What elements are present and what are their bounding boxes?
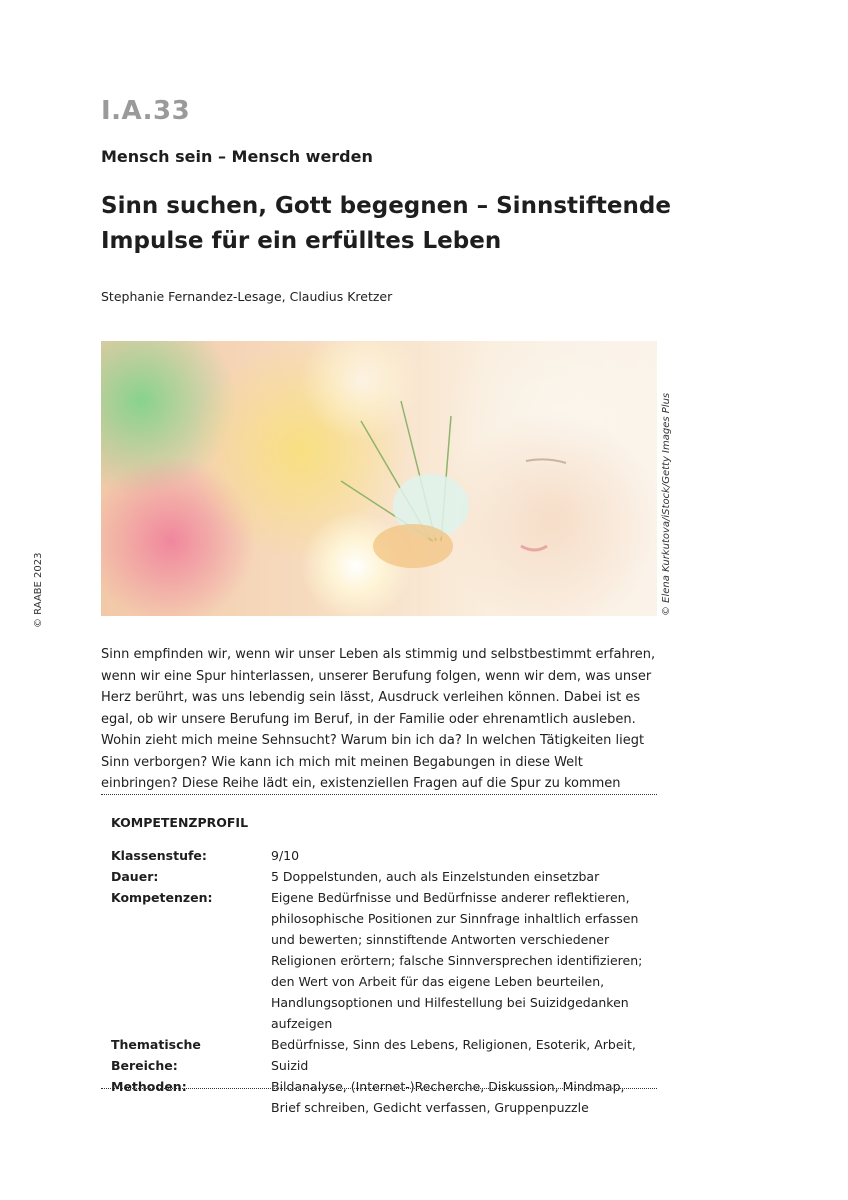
profile-label: Kompetenzen: xyxy=(111,890,213,905)
profile-row-duration xyxy=(111,866,657,887)
profile-heading: KOMPETENZPROFIL xyxy=(111,815,249,830)
profile-value: Bedürfnisse, Sinn des Lebens, Religionen, Esoterik, Arbeit, Suizid xyxy=(271,1037,636,1073)
authors: Stephanie Fernandez-Lesage, Claudius Kretzer xyxy=(101,289,393,304)
profile-row-topics xyxy=(111,1034,657,1076)
profile-value: Bildanalyse, (Internet-)Recherche, Diskussion, Mindmap, Brief schreiben, Gedicht verfassen, Gruppenpuzzle xyxy=(271,1079,625,1115)
profile-label: Thematische Bereiche: xyxy=(111,1037,201,1073)
page-title xyxy=(101,189,721,259)
title-line-1: Sinn suchen, Gott begegnen – Sinnstiftende xyxy=(101,193,671,219)
hero-image xyxy=(101,341,657,616)
competence-profile xyxy=(111,815,657,1118)
profile-label: Klassenstufe: xyxy=(111,848,207,863)
profile-row-grade xyxy=(111,845,657,866)
image-credit: © Elena Kurkutova/iStock/Getty Images Plus xyxy=(661,392,672,616)
profile-row-competences xyxy=(111,887,657,1034)
profile-value: 5 Doppelstunden, auch als Einzelstunden einsetzbar xyxy=(271,869,600,884)
girl-smelling-flowers-illustration xyxy=(101,341,657,616)
profile-value: 9/10 xyxy=(271,848,300,863)
intro-text: Sinn empfinden wir, wenn wir unser Leben als stimmig und selbstbestimmt erfahren, wenn wir eine Spur hinterlassen, unserer Berufung folgen, wenn wir dem, was unser Herz berührt, was uns lebendig sein lässt, Ausdruck verleihen können. Dabei ist es egal, ob wir unsere Berufung im Beruf, in der Familie oder ehrenamtlich ausleben. Wohin zieht mich meine Sehnsucht? Warum bin ich da? In welchen Tätigkeiten liegt Sinn verborgen? Wie kann ich mich mit meinen Begabungen in diese Welt einbringen? Diese Reihe lädt ein, existenziellen Fragen auf die Spur zu kommen xyxy=(101,647,656,791)
profile-label: Dauer: xyxy=(111,869,159,884)
profile-row-methods xyxy=(111,1076,657,1118)
profile-label: Methoden: xyxy=(111,1079,187,1094)
profile-value: Eigene Bedürfnisse und Bedürfnisse anderer reflektieren, philosophische Positionen zur Sinnfrage inhaltlich erfassen und bewerten; sinnstiftende Antworten verschiedener Religionen erörtern; falsche Sinnversprechen identifizieren; den Wert von Arbeit für das eigene Leben beurteilen, Handlungsoptionen und Hilfestellung bei Suizidgedanken aufzeigen xyxy=(271,890,643,1031)
series-title: Mensch sein – Mensch werden xyxy=(101,147,373,166)
divider-bottom xyxy=(101,1088,657,1089)
title-line-2: Impulse für ein erfülltes Leben xyxy=(101,228,502,254)
divider-top xyxy=(101,794,657,795)
copyright: © RAABE 2023 xyxy=(33,552,44,628)
unit-code: I.A.33 xyxy=(101,96,191,126)
